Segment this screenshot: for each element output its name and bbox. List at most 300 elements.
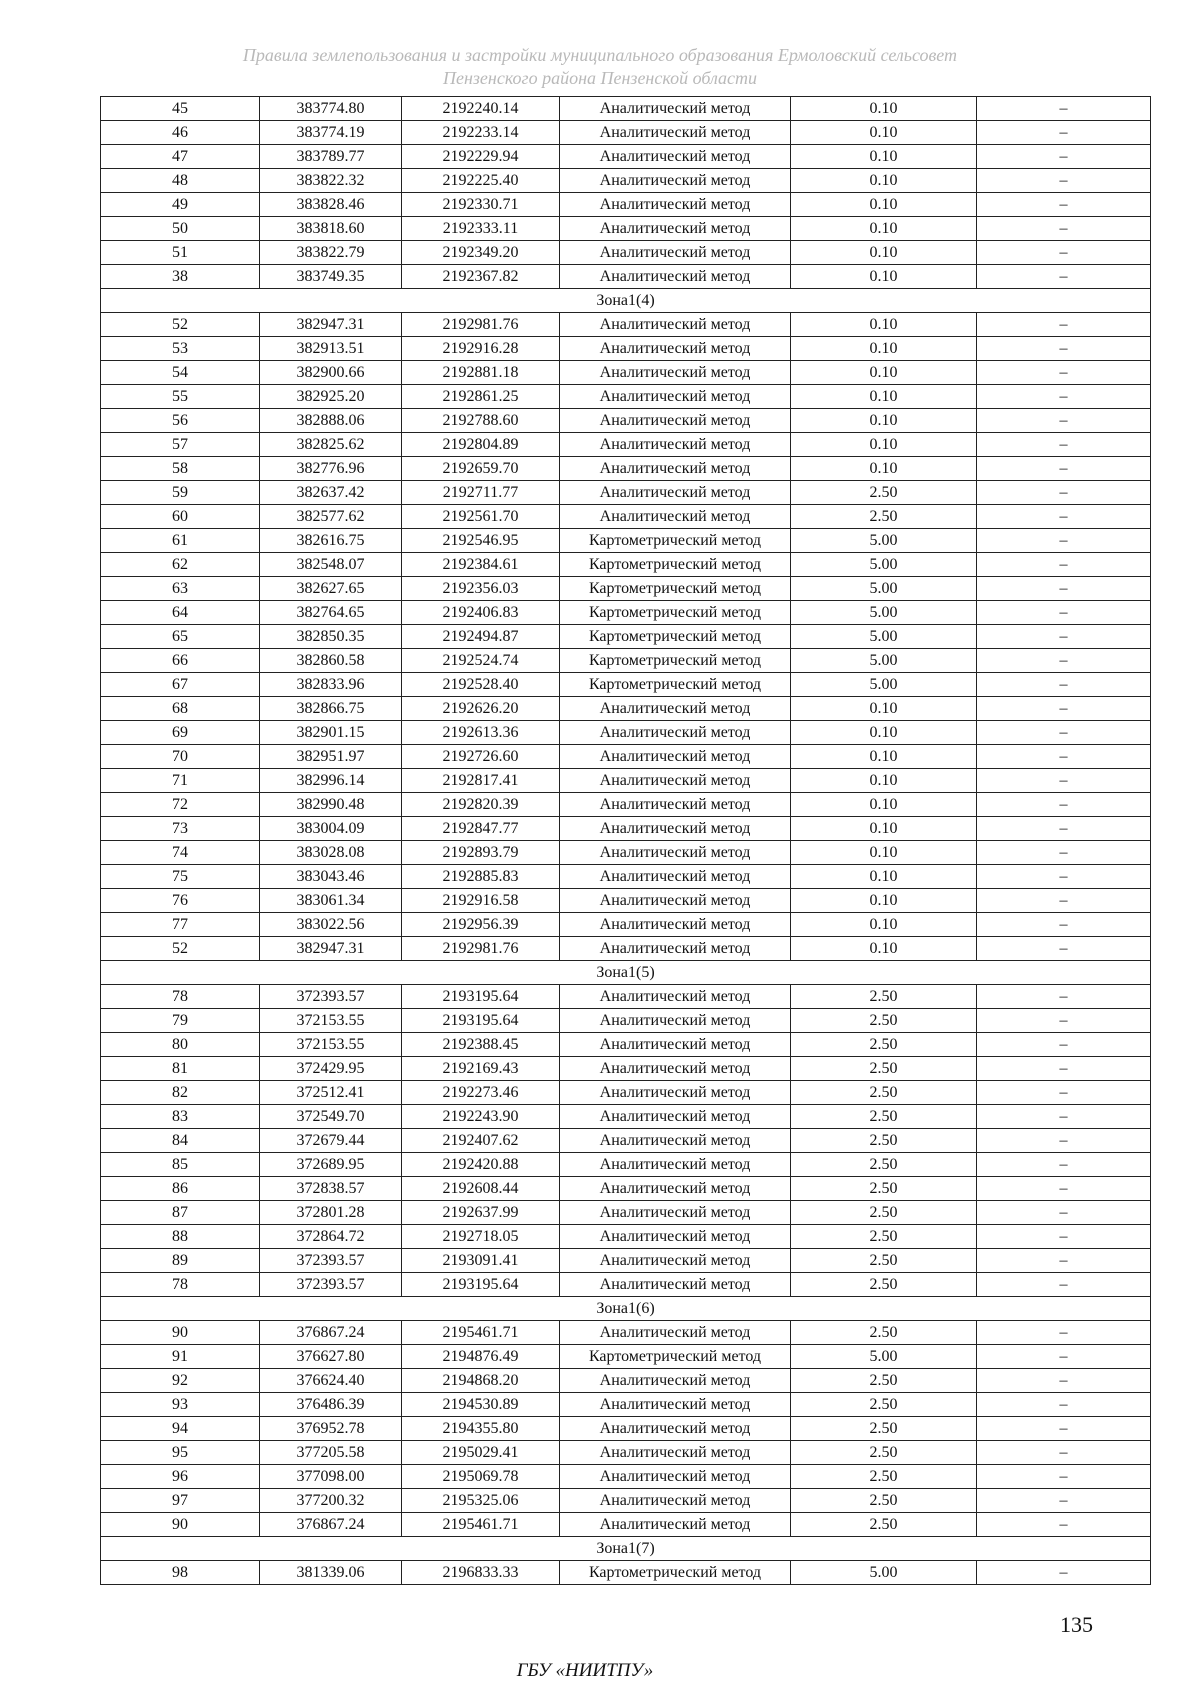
x-coordinate-cell: 376952.78 [260,1417,402,1441]
method-cell: Аналитический метод [560,433,791,457]
accuracy-cell: 2.50 [791,481,977,505]
point-number-cell: 66 [101,649,260,673]
note-cell: – [977,1513,1151,1537]
x-coordinate-cell: 377205.58 [260,1441,402,1465]
y-coordinate-cell: 2192528.40 [402,673,560,697]
zone-label: Зона1(7) [101,1537,1151,1561]
method-cell: Аналитический метод [560,1033,791,1057]
point-number-cell: 89 [101,1249,260,1273]
y-coordinate-cell: 2195029.41 [402,1441,560,1465]
x-coordinate-cell: 383774.80 [260,97,402,121]
note-cell: – [977,745,1151,769]
method-cell: Аналитический метод [560,721,791,745]
table-row [101,769,1151,793]
note-cell: – [977,145,1151,169]
table-row [101,1177,1151,1201]
method-cell: Аналитический метод [560,1105,791,1129]
accuracy-cell: 0.10 [791,841,977,865]
x-coordinate-cell: 382900.66 [260,361,402,385]
method-cell: Аналитический метод [560,697,791,721]
y-coordinate-cell: 2194876.49 [402,1345,560,1369]
note-cell: – [977,913,1151,937]
note-cell: – [977,1105,1151,1129]
method-cell: Картометрический метод [560,625,791,649]
note-cell: – [977,361,1151,385]
y-coordinate-cell: 2192608.44 [402,1177,560,1201]
method-cell: Аналитический метод [560,409,791,433]
y-coordinate-cell: 2192561.70 [402,505,560,529]
table-row [101,1225,1151,1249]
method-cell: Аналитический метод [560,265,791,289]
accuracy-cell: 2.50 [791,1273,977,1297]
accuracy-cell: 2.50 [791,1201,977,1225]
y-coordinate-cell: 2192356.03 [402,577,560,601]
x-coordinate-cell: 383749.35 [260,265,402,289]
accuracy-cell: 2.50 [791,1081,977,1105]
x-coordinate-cell: 382947.31 [260,313,402,337]
accuracy-cell: 0.10 [791,817,977,841]
method-cell: Аналитический метод [560,481,791,505]
y-coordinate-cell: 2193091.41 [402,1249,560,1273]
table-row [101,145,1151,169]
point-number-cell: 57 [101,433,260,457]
y-coordinate-cell: 2192847.77 [402,817,560,841]
note-cell: – [977,865,1151,889]
method-cell: Аналитический метод [560,337,791,361]
coordinates-table [100,96,1151,1585]
y-coordinate-cell: 2192384.61 [402,553,560,577]
point-number-cell: 87 [101,1201,260,1225]
y-coordinate-cell: 2194530.89 [402,1393,560,1417]
table-row [101,673,1151,697]
x-coordinate-cell: 372153.55 [260,1033,402,1057]
x-coordinate-cell: 382637.42 [260,481,402,505]
note-cell: – [977,673,1151,697]
note-cell: – [977,697,1151,721]
y-coordinate-cell: 2192956.39 [402,913,560,937]
accuracy-cell: 0.10 [791,889,977,913]
table-row [101,1345,1151,1369]
table-row [101,1153,1151,1177]
zone-header-row [101,289,1151,313]
point-number-cell: 88 [101,1225,260,1249]
y-coordinate-cell: 2193195.64 [402,1273,560,1297]
point-number-cell: 71 [101,769,260,793]
y-coordinate-cell: 2193195.64 [402,985,560,1009]
point-number-cell: 82 [101,1081,260,1105]
x-coordinate-cell: 382990.48 [260,793,402,817]
table-row [101,577,1151,601]
note-cell: – [977,529,1151,553]
x-coordinate-cell: 372549.70 [260,1105,402,1129]
point-number-cell: 91 [101,1345,260,1369]
method-cell: Картометрический метод [560,1345,791,1369]
x-coordinate-cell: 382996.14 [260,769,402,793]
y-coordinate-cell: 2192788.60 [402,409,560,433]
method-cell: Аналитический метод [560,1201,791,1225]
table-row [101,1201,1151,1225]
x-coordinate-cell: 382888.06 [260,409,402,433]
method-cell: Аналитический метод [560,913,791,937]
method-cell: Аналитический метод [560,145,791,169]
point-number-cell: 64 [101,601,260,625]
y-coordinate-cell: 2192406.83 [402,601,560,625]
y-coordinate-cell: 2192626.20 [402,697,560,721]
table-row [101,865,1151,889]
note-cell: – [977,577,1151,601]
x-coordinate-cell: 383822.79 [260,241,402,265]
accuracy-cell: 2.50 [791,1369,977,1393]
method-cell: Аналитический метод [560,169,791,193]
method-cell: Аналитический метод [560,1081,791,1105]
x-coordinate-cell: 382913.51 [260,337,402,361]
method-cell: Аналитический метод [560,313,791,337]
accuracy-cell: 5.00 [791,1561,977,1585]
point-number-cell: 76 [101,889,260,913]
point-number-cell: 80 [101,1033,260,1057]
accuracy-cell: 0.10 [791,361,977,385]
accuracy-cell: 0.10 [791,721,977,745]
point-number-cell: 98 [101,1561,260,1585]
y-coordinate-cell: 2192494.87 [402,625,560,649]
table-row [101,1321,1151,1345]
coordinates-table-body [101,97,1151,1585]
accuracy-cell: 0.10 [791,121,977,145]
y-coordinate-cell: 2195325.06 [402,1489,560,1513]
zone-label: Зона1(6) [101,1297,1151,1321]
accuracy-cell: 0.10 [791,937,977,961]
point-number-cell: 77 [101,913,260,937]
table-row [101,889,1151,913]
table-row [101,481,1151,505]
table-row [101,457,1151,481]
method-cell: Аналитический метод [560,1249,791,1273]
x-coordinate-cell: 383828.46 [260,193,402,217]
x-coordinate-cell: 383004.09 [260,817,402,841]
x-coordinate-cell: 376624.40 [260,1369,402,1393]
point-number-cell: 55 [101,385,260,409]
note-cell: – [977,1369,1151,1393]
x-coordinate-cell: 382627.65 [260,577,402,601]
accuracy-cell: 0.10 [791,745,977,769]
y-coordinate-cell: 2192637.99 [402,1201,560,1225]
y-coordinate-cell: 2192916.28 [402,337,560,361]
accuracy-cell: 2.50 [791,505,977,529]
point-number-cell: 85 [101,1153,260,1177]
method-cell: Аналитический метод [560,1513,791,1537]
x-coordinate-cell: 382860.58 [260,649,402,673]
method-cell: Аналитический метод [560,865,791,889]
x-coordinate-cell: 372393.57 [260,1249,402,1273]
point-number-cell: 51 [101,241,260,265]
point-number-cell: 70 [101,745,260,769]
method-cell: Картометрический метод [560,673,791,697]
note-cell: – [977,817,1151,841]
table-row [101,841,1151,865]
accuracy-cell: 0.10 [791,793,977,817]
method-cell: Аналитический метод [560,817,791,841]
note-cell: – [977,889,1151,913]
point-number-cell: 65 [101,625,260,649]
note-cell: – [977,649,1151,673]
y-coordinate-cell: 2192333.11 [402,217,560,241]
table-row [101,313,1151,337]
note-cell: – [977,1081,1151,1105]
point-number-cell: 62 [101,553,260,577]
table-row [101,1129,1151,1153]
accuracy-cell: 0.10 [791,193,977,217]
zone-header-row [101,1537,1151,1561]
method-cell: Картометрический метод [560,529,791,553]
accuracy-cell: 5.00 [791,601,977,625]
note-cell: – [977,337,1151,361]
note-cell: – [977,433,1151,457]
table-row [101,913,1151,937]
note-cell: – [977,721,1151,745]
y-coordinate-cell: 2192659.70 [402,457,560,481]
point-number-cell: 63 [101,577,260,601]
note-cell: – [977,241,1151,265]
y-coordinate-cell: 2192981.76 [402,313,560,337]
x-coordinate-cell: 383818.60 [260,217,402,241]
accuracy-cell: 2.50 [791,1249,977,1273]
accuracy-cell: 2.50 [791,1489,977,1513]
table-row [101,241,1151,265]
note-cell: – [977,481,1151,505]
table-row [101,553,1151,577]
accuracy-cell: 0.10 [791,145,977,169]
table-row [101,1273,1151,1297]
accuracy-cell: 0.10 [791,913,977,937]
method-cell: Аналитический метод [560,385,791,409]
note-cell: – [977,625,1151,649]
table-row [101,1249,1151,1273]
accuracy-cell: 5.00 [791,649,977,673]
method-cell: Картометрический метод [560,649,791,673]
y-coordinate-cell: 2192229.94 [402,145,560,169]
zone-header-row [101,1297,1151,1321]
table-row [101,193,1151,217]
method-cell: Аналитический метод [560,1129,791,1153]
x-coordinate-cell: 383822.32 [260,169,402,193]
accuracy-cell: 2.50 [791,1057,977,1081]
y-coordinate-cell: 2192885.83 [402,865,560,889]
y-coordinate-cell: 2195461.71 [402,1321,560,1345]
y-coordinate-cell: 2192273.46 [402,1081,560,1105]
x-coordinate-cell: 382577.62 [260,505,402,529]
table-row [101,601,1151,625]
note-cell: – [977,793,1151,817]
table-row [101,817,1151,841]
x-coordinate-cell: 383789.77 [260,145,402,169]
point-number-cell: 93 [101,1393,260,1417]
accuracy-cell: 2.50 [791,1393,977,1417]
point-number-cell: 58 [101,457,260,481]
note-cell: – [977,1417,1151,1441]
x-coordinate-cell: 372864.72 [260,1225,402,1249]
accuracy-cell: 0.10 [791,169,977,193]
note-cell: – [977,1153,1151,1177]
point-number-cell: 96 [101,1465,260,1489]
method-cell: Аналитический метод [560,793,791,817]
x-coordinate-cell: 382951.97 [260,745,402,769]
note-cell: – [977,1177,1151,1201]
method-cell: Аналитический метод [560,1273,791,1297]
x-coordinate-cell: 382825.62 [260,433,402,457]
y-coordinate-cell: 2195461.71 [402,1513,560,1537]
table-row [101,433,1151,457]
method-cell: Аналитический метод [560,1369,791,1393]
y-coordinate-cell: 2192881.18 [402,361,560,385]
method-cell: Аналитический метод [560,937,791,961]
y-coordinate-cell: 2192861.25 [402,385,560,409]
method-cell: Аналитический метод [560,1465,791,1489]
table-row [101,169,1151,193]
accuracy-cell: 2.50 [791,1033,977,1057]
x-coordinate-cell: 383774.19 [260,121,402,145]
y-coordinate-cell: 2192388.45 [402,1033,560,1057]
note-cell: – [977,601,1151,625]
method-cell: Картометрический метод [560,601,791,625]
note-cell: – [977,1201,1151,1225]
accuracy-cell: 2.50 [791,1177,977,1201]
table-row [101,937,1151,961]
note-cell: – [977,1441,1151,1465]
note-cell: – [977,265,1151,289]
point-number-cell: 86 [101,1177,260,1201]
x-coordinate-cell: 372679.44 [260,1129,402,1153]
y-coordinate-cell: 2192916.58 [402,889,560,913]
x-coordinate-cell: 376867.24 [260,1321,402,1345]
accuracy-cell: 2.50 [791,1465,977,1489]
table-row [101,361,1151,385]
accuracy-cell: 0.10 [791,865,977,889]
accuracy-cell: 0.10 [791,217,977,241]
accuracy-cell: 2.50 [791,1225,977,1249]
point-number-cell: 50 [101,217,260,241]
accuracy-cell: 0.10 [791,241,977,265]
accuracy-cell: 0.10 [791,457,977,481]
accuracy-cell: 5.00 [791,553,977,577]
note-cell: – [977,409,1151,433]
accuracy-cell: 2.50 [791,1417,977,1441]
method-cell: Аналитический метод [560,1009,791,1033]
method-cell: Аналитический метод [560,505,791,529]
table-row [101,265,1151,289]
x-coordinate-cell: 377098.00 [260,1465,402,1489]
accuracy-cell: 0.10 [791,337,977,361]
zone-label: Зона1(5) [101,961,1151,985]
table-row [101,1009,1151,1033]
page-header [0,44,1200,90]
accuracy-cell: 2.50 [791,1153,977,1177]
table-row [101,1393,1151,1417]
point-number-cell: 78 [101,985,260,1009]
point-number-cell: 60 [101,505,260,529]
y-coordinate-cell: 2192613.36 [402,721,560,745]
x-coordinate-cell: 372838.57 [260,1177,402,1201]
x-coordinate-cell: 372801.28 [260,1201,402,1225]
x-coordinate-cell: 372393.57 [260,1273,402,1297]
method-cell: Аналитический метод [560,889,791,913]
table-row [101,1081,1151,1105]
x-coordinate-cell: 372393.57 [260,985,402,1009]
method-cell: Аналитический метод [560,985,791,1009]
point-number-cell: 46 [101,121,260,145]
x-coordinate-cell: 377200.32 [260,1489,402,1513]
note-cell: – [977,121,1151,145]
point-number-cell: 75 [101,865,260,889]
header-line-1: Правила землепользования и застройки муниципального образования Ермоловский сельсовет [242,45,958,65]
accuracy-cell: 2.50 [791,1105,977,1129]
table-row [101,337,1151,361]
y-coordinate-cell: 2192726.60 [402,745,560,769]
note-cell: – [977,937,1151,961]
x-coordinate-cell: 382833.96 [260,673,402,697]
table-row [101,697,1151,721]
table-row [101,1105,1151,1129]
method-cell: Аналитический метод [560,1489,791,1513]
note-cell: – [977,1393,1151,1417]
method-cell: Аналитический метод [560,241,791,265]
note-cell: – [977,97,1151,121]
point-number-cell: 69 [101,721,260,745]
note-cell: – [977,1561,1151,1585]
method-cell: Аналитический метод [560,1441,791,1465]
x-coordinate-cell: 381339.06 [260,1561,402,1585]
x-coordinate-cell: 382776.96 [260,457,402,481]
method-cell: Аналитический метод [560,1153,791,1177]
point-number-cell: 54 [101,361,260,385]
note-cell: – [977,1057,1151,1081]
table-row [101,1033,1151,1057]
point-number-cell: 95 [101,1441,260,1465]
method-cell: Аналитический метод [560,841,791,865]
method-cell: Аналитический метод [560,361,791,385]
accuracy-cell: 0.10 [791,697,977,721]
y-coordinate-cell: 2194355.80 [402,1417,560,1441]
x-coordinate-cell: 372689.95 [260,1153,402,1177]
accuracy-cell: 0.10 [791,433,977,457]
y-coordinate-cell: 2192981.76 [402,937,560,961]
method-cell: Картометрический метод [560,1561,791,1585]
x-coordinate-cell: 382548.07 [260,553,402,577]
method-cell: Аналитический метод [560,1225,791,1249]
note-cell: – [977,505,1151,529]
y-coordinate-cell: 2192243.90 [402,1105,560,1129]
y-coordinate-cell: 2192330.71 [402,193,560,217]
table-row [101,385,1151,409]
y-coordinate-cell: 2192711.77 [402,481,560,505]
point-number-cell: 73 [101,817,260,841]
accuracy-cell: 5.00 [791,625,977,649]
y-coordinate-cell: 2192367.82 [402,265,560,289]
accuracy-cell: 0.10 [791,769,977,793]
note-cell: – [977,1465,1151,1489]
note-cell: – [977,1249,1151,1273]
method-cell: Аналитический метод [560,1417,791,1441]
y-coordinate-cell: 2192804.89 [402,433,560,457]
accuracy-cell: 2.50 [791,1129,977,1153]
note-cell: – [977,457,1151,481]
y-coordinate-cell: 2192349.20 [402,241,560,265]
note-cell: – [977,1033,1151,1057]
point-number-cell: 49 [101,193,260,217]
x-coordinate-cell: 376486.39 [260,1393,402,1417]
accuracy-cell: 5.00 [791,1345,977,1369]
note-cell: – [977,769,1151,793]
point-number-cell: 38 [101,265,260,289]
